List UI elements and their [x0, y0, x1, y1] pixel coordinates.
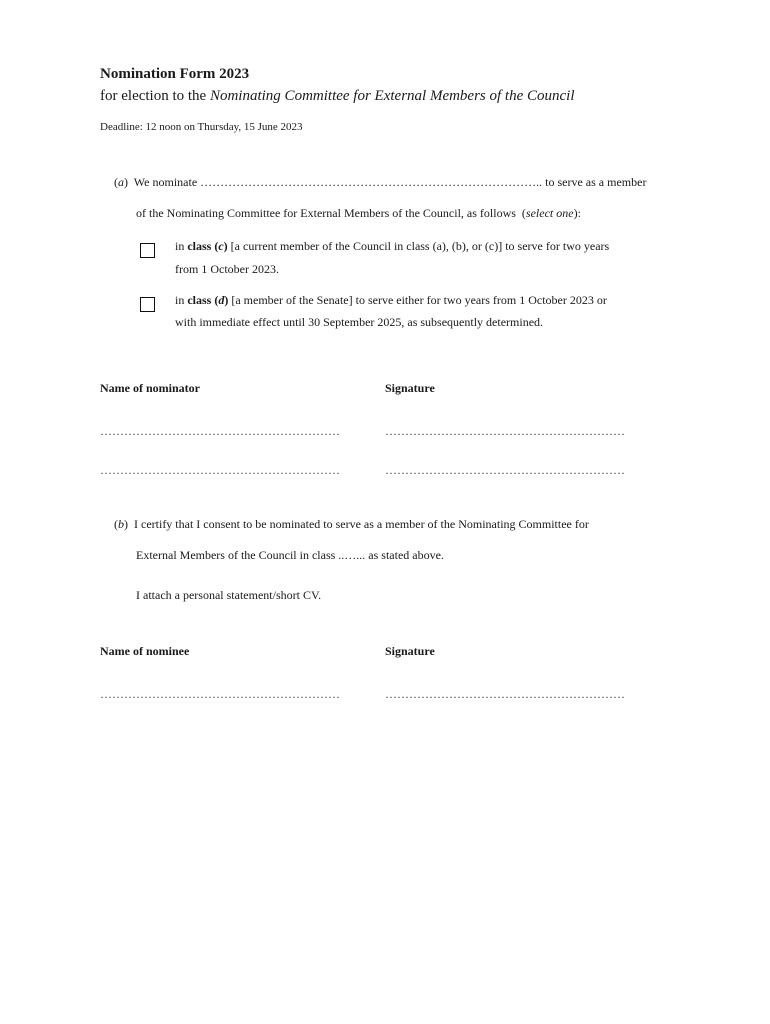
- nominator-name-field-2[interactable]: ……………………………………………………: [100, 463, 340, 477]
- nominator-name-field-1[interactable]: ……………………………………………………: [100, 424, 340, 438]
- class-d-option-line2: with immediate effect until 30 September 2025, as subsequently determined.: [175, 315, 544, 329]
- nominee-name-label: Name of nominee: [100, 644, 190, 658]
- section-b-line2: External Members of the Council in class ..…... as stated above.: [136, 548, 444, 562]
- nominee-name-field[interactable]: ……………………………………………………: [100, 687, 340, 701]
- nominee-name-blank[interactable]: …………………………………………………………………………..: [200, 175, 543, 189]
- form-subtitle: [100, 88, 575, 105]
- form-title: Nomination Form 2023: [100, 66, 250, 82]
- nominator-signature-label: Signature: [385, 381, 435, 395]
- serve-member-text: to serve as a member: [545, 175, 647, 189]
- nominee-signature-label: Signature: [385, 644, 435, 658]
- section-a-line2: of the Nominating Committee for External Members of the Council, as follows (select one):: [136, 206, 581, 220]
- subtitle-prefix: for election to the: [100, 88, 207, 104]
- class-d-option-line1: in class (d) [a member of the Senate] to serve either for two years from 1 October 2023 or: [175, 293, 607, 307]
- class-c-option-line2: from 1 October 2023.: [175, 262, 279, 276]
- class-c-checkbox[interactable]: [140, 243, 155, 258]
- nominator-name-label: Name of nominator: [100, 381, 200, 395]
- section-b-marker: (b): [114, 517, 128, 531]
- class-c-option-line1: in class (c) [a current member of the Council in class (a), (b), or (c)] to serve for two years: [175, 239, 610, 253]
- deadline-text: Deadline: 12 noon on Thursday, 15 June 2023: [100, 121, 303, 133]
- class-d-checkbox[interactable]: [140, 297, 155, 312]
- select-one-hint: select one: [525, 206, 574, 220]
- section-b-line3: I attach a personal statement/short CV.: [136, 588, 322, 602]
- nominator-signature-field-1[interactable]: ……………………………………………………: [385, 424, 625, 438]
- section-a-marker: (a): [114, 175, 128, 189]
- nominee-signature-field[interactable]: ……………………………………………………: [385, 687, 625, 701]
- nominator-signature-field-2[interactable]: ……………………………………………………: [385, 463, 625, 477]
- committee-name: Nominating Committee for External Members of the Council: [209, 88, 575, 104]
- section-a-line1: [114, 175, 646, 190]
- section-b-line1: (b) I certify that I consent to be nominated to serve as a member of the Nominating Committee for: [114, 517, 589, 531]
- we-nominate-text: We nominate: [133, 175, 198, 189]
